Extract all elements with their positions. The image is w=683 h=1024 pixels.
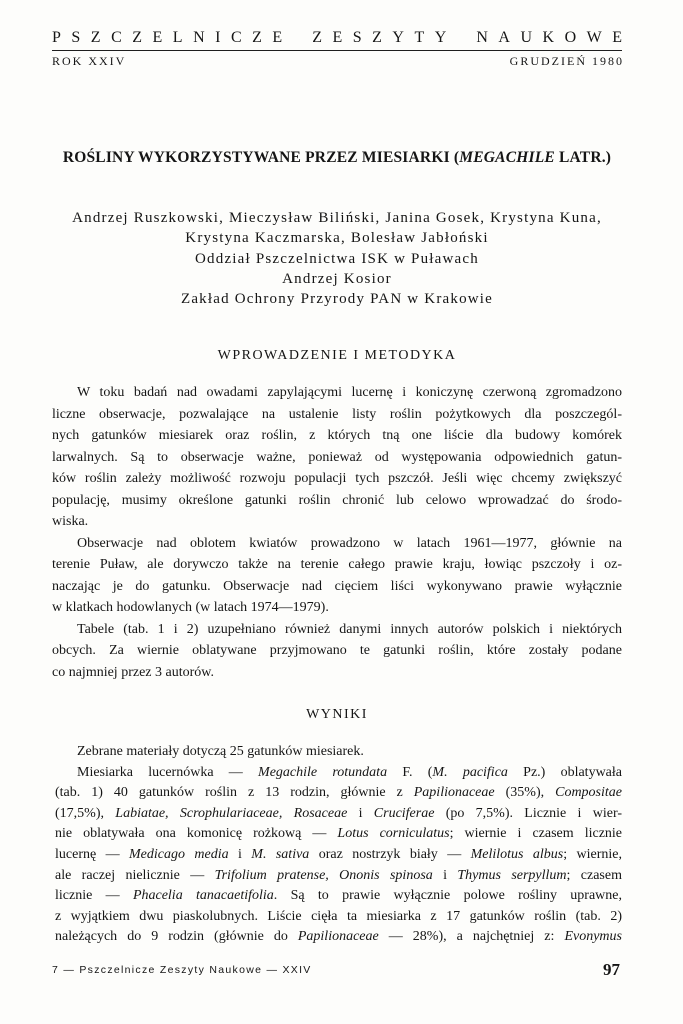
text-run: i xyxy=(432,867,458,883)
text-line xyxy=(52,597,622,619)
article-title xyxy=(52,148,622,168)
text-line xyxy=(55,824,622,845)
text-line xyxy=(52,640,622,662)
author-line: Andrzej Ruszkowski, Mieczysław Biliński, Janina Gosek, Krystyna Kuna, xyxy=(72,210,602,226)
text-run: terenie Puław, ale dorywczo także na terenie całego prawie kraju, łowiąc pszczoły i oz- xyxy=(52,557,622,572)
text-line xyxy=(52,382,622,404)
text-line xyxy=(52,468,622,490)
text-run: w klatkach hodowlanych (w latach 1974—1979). xyxy=(52,600,329,615)
italic-run: Evonymus xyxy=(564,929,622,945)
italic-run: Trifolium pratense, Ononis spinosa xyxy=(214,867,433,883)
text-line xyxy=(55,907,622,928)
text-line xyxy=(52,404,622,426)
paragraph xyxy=(55,742,622,763)
text-line xyxy=(52,619,622,641)
text-line xyxy=(55,763,622,784)
text-line xyxy=(55,927,622,948)
text-line xyxy=(55,866,622,887)
text-line xyxy=(55,845,622,866)
author-line: Andrzej Kosior xyxy=(282,270,392,287)
text-run: (tab. 1) 40 gatunków roślin z 13 rodzin, głównie z xyxy=(55,785,414,801)
text-run: — 28%), a najchętniej z: xyxy=(378,929,565,945)
text-run: (po 7,5%). Licznie i wier- xyxy=(434,805,622,821)
text-line xyxy=(52,490,622,512)
italic-run: M. pacifica xyxy=(432,764,508,780)
text-run: liczne obserwacje, pozwalające na ustalenie listy roślin pożytkowych dla poszczegól- xyxy=(52,406,622,422)
header-rule xyxy=(52,50,622,51)
page-number: 97 xyxy=(603,960,620,979)
text-line xyxy=(52,576,622,598)
italic-run: Papilionaceae xyxy=(297,929,379,945)
text-run: obcych. Za wiernie oblatywane przyjmowano te gatunki roślin, które zostały podane xyxy=(52,643,622,658)
journal-title-word: NAUKOWE xyxy=(476,29,633,46)
italic-run: MEGACHILE xyxy=(459,149,555,166)
text-run: populację, musimy określone gatunki roślin chronić lub celowo wprowadzać do środo- xyxy=(52,492,622,508)
text-line xyxy=(52,425,622,447)
paragraph xyxy=(52,619,622,684)
text-run: ROŚLINY WYKORZYSTYWANE PRZEZ MIESIARKI ( xyxy=(62,149,460,166)
affiliation: Zakład Ochrony Przyrody PAN w Krakowie xyxy=(180,291,494,308)
italic-run: Papilionaceae xyxy=(413,785,495,801)
text-line xyxy=(55,742,622,763)
text-run: Obserwacje nad oblotem kwiatów prowadzono w latach 1961—1977, głównie na xyxy=(77,535,622,551)
italic-run: Thymus serpyllum xyxy=(457,867,567,883)
author-line: Krystyna Kaczmarska, Bolesław Jabłoński xyxy=(185,230,489,247)
text-run: Miesiarka lucernówka — xyxy=(77,764,259,780)
text-run: Zebrane materiały dotyczą 25 gatunków miesiarek. xyxy=(77,744,364,759)
italic-run: Cruciferae xyxy=(373,805,435,821)
text-line xyxy=(52,533,622,555)
text-run: nych gatunków miesiarek oraz roślin, z których tną one liście dla budowy komórek xyxy=(52,428,622,443)
text-run: i xyxy=(228,846,252,862)
text-run: wiska. xyxy=(52,514,89,529)
text-run: licznie — xyxy=(55,888,133,904)
issue-info xyxy=(52,54,622,68)
text-line xyxy=(52,511,622,533)
italic-run: Labiatae, Scrophulariaceae, Rosaceae xyxy=(115,805,348,821)
italic-run: Medicago media xyxy=(129,846,229,862)
italic-run: Megachile rotundata xyxy=(258,764,388,780)
text-run: (35%), xyxy=(494,785,556,801)
journal-title-word: PSZCZELNICZE xyxy=(52,29,293,46)
text-run: należących do 9 rodzin (głównie do xyxy=(55,929,298,945)
issue-date: GRUDZIEŃ 1980 xyxy=(509,54,624,68)
paragraph xyxy=(52,533,622,619)
journal-title-word: ZESZYTY xyxy=(312,29,457,46)
text-run: naczając je do gatunku. Obserwacje nad cięciem liści wykonywano prawie wyłącznie xyxy=(52,578,622,594)
section-results-body xyxy=(55,742,622,948)
paragraph xyxy=(55,763,622,948)
italic-run: Lotus corniculatus xyxy=(337,826,450,842)
text-run: LATR.) xyxy=(554,149,612,166)
text-run: Tabele (tab. 1 i 2) uzupełniano również danymi innych autorów polskich i niektórych xyxy=(77,621,622,637)
text-run: i xyxy=(347,805,374,821)
byline xyxy=(52,208,622,309)
text-run: co najmniej przez 3 autorów. xyxy=(52,664,214,680)
section-intro-body xyxy=(52,382,622,683)
italic-run: M. sativa xyxy=(251,846,310,862)
italic-run: Melilotus albus xyxy=(470,846,564,862)
text-line xyxy=(52,447,622,469)
text-run: (17,5%), xyxy=(55,805,116,821)
running-footer: 7 — Pszczelnicze Zeszyty Naukowe — XXIV xyxy=(52,964,312,976)
text-run: lucernę — xyxy=(55,846,129,862)
journal-title xyxy=(52,28,633,48)
text-line xyxy=(52,662,622,684)
text-run: larwalnych. Są to obserwacje ważne, ponieważ od występowania odpowiednich gatun- xyxy=(52,449,622,465)
section-heading-intro: WPROWADZENIE I METODYKA xyxy=(217,348,457,363)
italic-run: Phacelia tanacaetifolia xyxy=(132,888,274,904)
text-line xyxy=(55,783,622,804)
text-line xyxy=(55,886,622,907)
affiliation: Oddział Pszczelnictwa ISK w Puławach xyxy=(195,250,479,267)
volume-label: ROK XXIV xyxy=(52,54,127,68)
italic-run: Compositae xyxy=(555,785,622,801)
text-run: ; wiernie, xyxy=(563,846,622,862)
text-run: F. ( xyxy=(387,764,433,780)
text-run: oraz nostrzyk biały — xyxy=(309,846,471,862)
text-run: ków roślin zależy możliwość rozwoju populacji tych pszczół. Jeśli więc chcemy zwiększyć xyxy=(52,471,622,486)
text-line xyxy=(52,554,622,576)
text-run: Pz.) oblatywała xyxy=(507,764,622,780)
paragraph xyxy=(52,382,622,533)
text-run: z wyjątkiem dwu piaskolubnych. Liście cięła ta miesiarka z 17 gatunków roślin (tab. 2) xyxy=(55,908,622,924)
text-run: W toku badań nad owadami zapylającymi lucernę i koniczynę czerwoną zgromadzono xyxy=(77,385,622,400)
text-run: . Są to prawie wyłącznie polowe rośliny uprawne, xyxy=(273,888,622,904)
section-heading-results: WYNIKI xyxy=(306,707,368,722)
text-run: ; wiernie i czasem licznie xyxy=(449,826,622,842)
text-run: ; czasem xyxy=(566,867,622,883)
text-run: ale raczej nielicznie — xyxy=(55,867,215,883)
text-line xyxy=(55,804,622,825)
text-run: nie oblatywała ona komonicę rożkową — xyxy=(55,826,338,842)
